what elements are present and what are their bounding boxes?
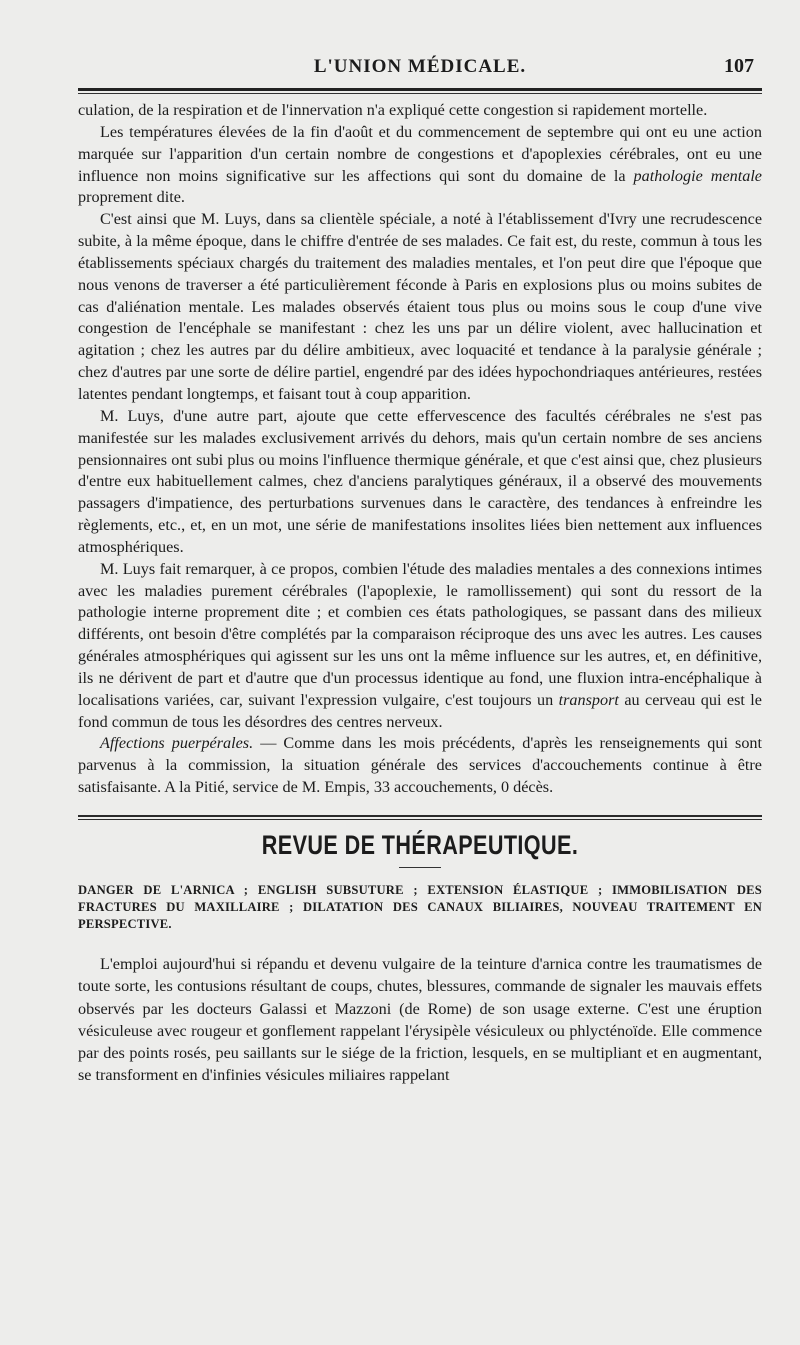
title-underline xyxy=(399,867,441,868)
paragraph-p5 xyxy=(78,559,762,734)
header-rule xyxy=(78,88,762,91)
paragraph-p4 xyxy=(78,406,762,559)
article-heading: DANGER DE L'ARNICA ; ENGLISH SUBSUTURE ; EXTENSION ÉLASTIQUE ; IMMOBILISATION DES FRACTURES DU MAXILLAIRE ; DILATATION DES CANAUX BILIAIRES, NOUVEAU TRAITEMENT EN PERSPECTIVE. xyxy=(78,883,762,931)
text-run: C'est ainsi que M. Luys, dans sa clientèle spéciale, a noté à l'établissement d'Ivry une recrudescence subite, à la même époque, dans le chiffre d'entrée de ses malades. Ce fait est, du reste, commun à tous les établissements spéciaux chargés du traitement des maladies mentales, et l'on peut dire que l'époque que nous venons de traverser a été particulièrement féconde à Paris en explosions plus ou moins subites de cas d'aliénation mentale. Les malades observés étaient tous plus ou moins sous le coup d'une vive congestion de l'encéphale se manifestant : chez les uns par un délire violent, avec hallucination et agitation ; chez les autres par du délire ambitieux, avec loquacité et tendance à la paralysie générale ; chez d'autres par une sorte de délire partiel, engendré par des idées hypochondriaques antérieures, restées latentes pendant longtemps, et faisant tout à coup apparition. xyxy=(78,210,762,403)
article-body xyxy=(78,953,762,1087)
journal-page xyxy=(78,52,762,1332)
italic-run: transport xyxy=(558,690,619,709)
italic-run: pathologie mentale xyxy=(633,166,762,185)
text-run: — Comme dans les mois précédents, d'après les renseignements qui sont parvenus à la commission, la situation générale des services d'accouchements continue à être satisfaisante. A la Pitié, service de M. Empis, 33 accouchements, 0 décès. xyxy=(78,734,762,797)
running-head: L'UNION MÉDICALE. xyxy=(313,56,527,77)
section-divider xyxy=(78,815,762,817)
article-text xyxy=(78,100,762,799)
text-run: proprement dite. xyxy=(78,188,185,207)
page-number: 107 xyxy=(724,55,754,77)
page-header xyxy=(78,52,762,80)
body-paragraph: L'emploi aujourd'hui si répandu et devenu vulgaire de la teinture d'arnica contre les traumatismes de toute sorte, les contusions résultant de coups, chutes, blessures, commande de signaler les mauvais effets observés par les docteurs Galassi et Mazzoni (de Rome) de son usage externe. C'est une éruption vésiculeuse avec rougeur et gonflement rappelant l'érysipèle vésiculeux ou phlycténoïde. Elle commence par des points rosés, peu saillants sur le siége de la friction, lesquels, en se multipliant et en augmentant, se transforment en d'infinies vésicules miliaires rappelant xyxy=(78,955,762,1085)
header-rule-thin xyxy=(78,93,762,94)
paragraph-p6 xyxy=(78,733,762,799)
text-run: Les températures élevées de la fin d'août et du commencement de septembre qui ont eu une action marquée sur l'apparition d'un certain nombre de congestions et d'apoplexies cérébrales, ont eu une influence non moins significative sur les affections qui sont du domaine de la xyxy=(78,122,762,185)
text-run: au cerveau qui est le fond commun de tous les désordres des centres nerveux. xyxy=(78,690,762,731)
paragraph-p3 xyxy=(78,209,762,406)
paragraph-p2 xyxy=(78,122,762,209)
paragraph-p1 xyxy=(78,100,762,122)
italic-run: Affections puerpérales. xyxy=(100,734,254,753)
section-divider-thin xyxy=(78,819,762,820)
section-title: REVUE DE THÉRAPEUTIQUE. xyxy=(261,830,579,860)
text-run: M. Luys fait remarquer, à ce propos, combien l'étude des maladies mentales a des connexions intimes avec les maladies purement cérébrales (l'apoplexie, le ramollissement) qui sont du ressort de la pathologie interne proprement dite ; et combien ces états pathologiques, se passant dans des milieux différents, ont besoin d'être complétés par la comparaison réciproque des uns avec les autres. Les causes générales atmosphériques qui agissent sur les uns ont la même influence sur les autres, et, en définitive, ils ne dérivent de part et d'autre que d'un processus identique au fond, une fluxion intra-encéphalique à localisations variées, car, suivant l'expression vulgaire, c'est toujours un xyxy=(78,559,762,709)
text-run: M. Luys, d'une autre part, ajoute que cette effervescence des facultés cérébrales ne s'est pas manifestée sur les malades exclusivement arrivés du dehors, mais qu'un certain nombre de ses anciens pensionnaires ont subi plus ou moins l'influence thermique générale, et que c'est ainsi que, chez plusieurs d'entre eux habituellement calmes, chez d'anciens paralytiques généraux, il a observé des mouvements passagers d'impatience, des perturbations survenues dans le caractère, des tendances à enfreindre les règlements, etc., et, en un mot, une série de manifestations insolites liées bien nettement aux influences atmosphériques. xyxy=(78,406,762,556)
text-run: culation, de la respiration et de l'innervation n'a expliqué cette congestion si rapidement mortelle. xyxy=(78,101,708,119)
